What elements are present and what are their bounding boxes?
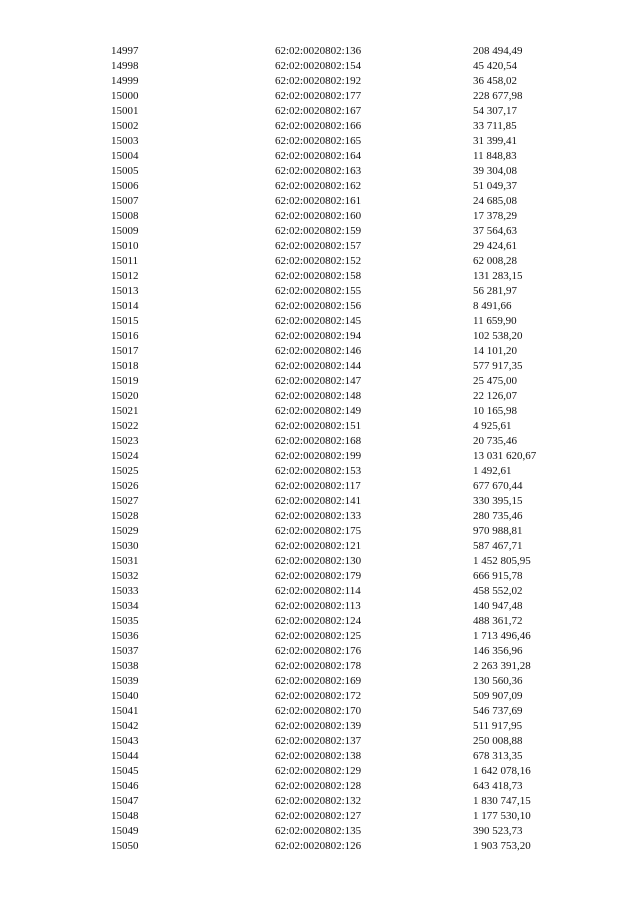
value-cell: 678 313,35 xyxy=(473,750,523,762)
row-number-cell: 15014 xyxy=(111,300,139,312)
value-cell: 1 713 496,46 xyxy=(473,630,531,642)
cadastral-number-cell: 62:02:0020802:156 xyxy=(275,300,362,312)
table-row xyxy=(0,194,640,209)
table-row xyxy=(0,644,640,659)
cadastral-number-cell: 62:02:0020802:114 xyxy=(275,585,361,597)
cadastral-number-cell: 62:02:0020802:125 xyxy=(275,630,362,642)
table-row xyxy=(0,254,640,269)
row-number-cell: 15031 xyxy=(111,555,139,567)
value-cell: 511 917,95 xyxy=(473,720,523,732)
value-cell: 102 538,20 xyxy=(473,330,523,342)
row-number-cell: 15040 xyxy=(111,690,139,702)
cadastral-number-cell: 62:02:0020802:153 xyxy=(275,465,362,477)
value-cell: 330 395,15 xyxy=(473,495,523,507)
value-cell: 20 735,46 xyxy=(473,435,517,447)
cadastral-number-cell: 62:02:0020802:139 xyxy=(275,720,362,732)
table-row xyxy=(0,689,640,704)
cadastral-number-cell: 62:02:0020802:175 xyxy=(275,525,362,537)
row-number-cell: 15024 xyxy=(111,450,139,462)
table-row xyxy=(0,674,640,689)
value-cell: 140 947,48 xyxy=(473,600,523,612)
row-number-cell: 15033 xyxy=(111,585,139,597)
value-cell: 4 925,61 xyxy=(473,420,512,432)
row-number-cell: 15004 xyxy=(111,150,139,162)
row-number-cell: 15046 xyxy=(111,780,139,792)
table-row xyxy=(0,599,640,614)
table-row xyxy=(0,59,640,74)
row-number-cell: 15018 xyxy=(111,360,139,372)
value-cell: 24 685,08 xyxy=(473,195,517,207)
value-cell: 458 552,02 xyxy=(473,585,523,597)
cadastral-number-cell: 62:02:0020802:154 xyxy=(275,60,362,72)
cadastral-number-cell: 62:02:0020802:141 xyxy=(275,495,362,507)
table-row xyxy=(0,329,640,344)
row-number-cell: 15036 xyxy=(111,630,139,642)
value-cell: 11 848,83 xyxy=(473,150,517,162)
row-number-cell: 15045 xyxy=(111,765,139,777)
table-row xyxy=(0,44,640,59)
row-number-cell: 15041 xyxy=(111,705,139,717)
value-cell: 56 281,97 xyxy=(473,285,517,297)
row-number-cell: 15029 xyxy=(111,525,139,537)
row-number-cell: 15020 xyxy=(111,390,139,402)
table-row xyxy=(0,794,640,809)
table-row xyxy=(0,149,640,164)
table-row xyxy=(0,734,640,749)
table-row xyxy=(0,524,640,539)
table-row xyxy=(0,449,640,464)
value-cell: 2 263 391,28 xyxy=(473,660,531,672)
value-cell: 33 711,85 xyxy=(473,120,517,132)
table-row xyxy=(0,839,640,854)
row-number-cell: 15000 xyxy=(111,90,139,102)
row-number-cell: 15017 xyxy=(111,345,139,357)
cadastral-number-cell: 62:02:0020802:164 xyxy=(275,150,362,162)
value-cell: 1 642 078,16 xyxy=(473,765,531,777)
value-cell: 131 283,15 xyxy=(473,270,523,282)
row-number-cell: 14998 xyxy=(111,60,139,72)
cadastral-number-cell: 62:02:0020802:199 xyxy=(275,450,362,462)
table-row xyxy=(0,494,640,509)
table-row xyxy=(0,779,640,794)
value-cell: 587 467,71 xyxy=(473,540,523,552)
row-number-cell: 15035 xyxy=(111,615,139,627)
table-row xyxy=(0,284,640,299)
row-number-cell: 15022 xyxy=(111,420,139,432)
value-cell: 280 735,46 xyxy=(473,510,523,522)
row-number-cell: 15049 xyxy=(111,825,139,837)
value-cell: 1 492,61 xyxy=(473,465,512,477)
table-row xyxy=(0,509,640,524)
table-row xyxy=(0,764,640,779)
cadastral-number-cell: 62:02:0020802:132 xyxy=(275,795,362,807)
value-cell: 36 458,02 xyxy=(473,75,517,87)
table-row xyxy=(0,104,640,119)
cadastral-number-cell: 62:02:0020802:194 xyxy=(275,330,362,342)
row-number-cell: 15032 xyxy=(111,570,139,582)
value-cell: 488 361,72 xyxy=(473,615,523,627)
table-row xyxy=(0,809,640,824)
row-number-cell: 15003 xyxy=(111,135,139,147)
cadastral-number-cell: 62:02:0020802:128 xyxy=(275,780,362,792)
table-row xyxy=(0,434,640,449)
table-row xyxy=(0,749,640,764)
value-cell: 390 523,73 xyxy=(473,825,523,837)
cadastral-number-cell: 62:02:0020802:135 xyxy=(275,825,362,837)
table-row xyxy=(0,374,640,389)
row-number-cell: 14999 xyxy=(111,75,139,87)
table-row xyxy=(0,224,640,239)
row-number-cell: 15006 xyxy=(111,180,139,192)
row-number-cell: 15002 xyxy=(111,120,139,132)
value-cell: 577 917,35 xyxy=(473,360,523,372)
row-number-cell: 15016 xyxy=(111,330,139,342)
value-cell: 17 378,29 xyxy=(473,210,517,222)
table-row xyxy=(0,179,640,194)
cadastral-number-cell: 62:02:0020802:148 xyxy=(275,390,362,402)
cadastral-number-cell: 62:02:0020802:167 xyxy=(275,105,362,117)
value-cell: 208 494,49 xyxy=(473,45,523,57)
row-number-cell: 15015 xyxy=(111,315,139,327)
table-row xyxy=(0,464,640,479)
row-number-cell: 15042 xyxy=(111,720,139,732)
row-number-cell: 15028 xyxy=(111,510,139,522)
cadastral-number-cell: 62:02:0020802:151 xyxy=(275,420,362,432)
cadastral-number-cell: 62:02:0020802:121 xyxy=(275,540,362,552)
cadastral-number-cell: 62:02:0020802:170 xyxy=(275,705,362,717)
value-cell: 228 677,98 xyxy=(473,90,523,102)
table-row xyxy=(0,119,640,134)
value-cell: 8 491,66 xyxy=(473,300,512,312)
row-number-cell: 15050 xyxy=(111,840,139,852)
row-number-cell: 15027 xyxy=(111,495,139,507)
value-cell: 22 126,07 xyxy=(473,390,517,402)
value-cell: 1 177 530,10 xyxy=(473,810,531,822)
value-cell: 39 304,08 xyxy=(473,165,517,177)
cadastral-number-cell: 62:02:0020802:157 xyxy=(275,240,362,252)
value-cell: 10 165,98 xyxy=(473,405,517,417)
cadastral-number-cell: 62:02:0020802:168 xyxy=(275,435,362,447)
value-cell: 130 560,36 xyxy=(473,675,523,687)
cadastral-number-cell: 62:02:0020802:155 xyxy=(275,285,362,297)
row-number-cell: 15019 xyxy=(111,375,139,387)
row-number-cell: 14997 xyxy=(111,45,139,57)
value-cell: 11 659,90 xyxy=(473,315,517,327)
table-row xyxy=(0,209,640,224)
row-number-cell: 15043 xyxy=(111,735,139,747)
cadastral-number-cell: 62:02:0020802:192 xyxy=(275,75,362,87)
row-number-cell: 15010 xyxy=(111,240,139,252)
table-row xyxy=(0,479,640,494)
value-cell: 62 008,28 xyxy=(473,255,517,267)
value-cell: 37 564,63 xyxy=(473,225,517,237)
table-row xyxy=(0,359,640,374)
row-number-cell: 15030 xyxy=(111,540,139,552)
cadastral-number-cell: 62:02:0020802:130 xyxy=(275,555,362,567)
value-cell: 250 008,88 xyxy=(473,735,523,747)
cadastral-number-cell: 62:02:0020802:179 xyxy=(275,570,362,582)
row-number-cell: 15044 xyxy=(111,750,139,762)
cadastral-number-cell: 62:02:0020802:162 xyxy=(275,180,362,192)
cadastral-number-cell: 62:02:0020802:159 xyxy=(275,225,362,237)
cadastral-number-cell: 62:02:0020802:124 xyxy=(275,615,362,627)
row-number-cell: 15026 xyxy=(111,480,139,492)
row-number-cell: 15012 xyxy=(111,270,139,282)
value-cell: 14 101,20 xyxy=(473,345,517,357)
value-cell: 31 399,41 xyxy=(473,135,517,147)
row-number-cell: 15009 xyxy=(111,225,139,237)
cadastral-number-cell: 62:02:0020802:176 xyxy=(275,645,362,657)
table-row xyxy=(0,74,640,89)
cadastral-number-cell: 62:02:0020802:113 xyxy=(275,600,361,612)
cadastral-number-cell: 62:02:0020802:178 xyxy=(275,660,362,672)
table-row xyxy=(0,89,640,104)
value-cell: 643 418,73 xyxy=(473,780,523,792)
cadastral-number-cell: 62:02:0020802:133 xyxy=(275,510,362,522)
row-number-cell: 15001 xyxy=(111,105,139,117)
table-row xyxy=(0,389,640,404)
cadastral-number-cell: 62:02:0020802:145 xyxy=(275,315,362,327)
value-cell: 677 670,44 xyxy=(473,480,523,492)
row-number-cell: 15034 xyxy=(111,600,139,612)
row-number-cell: 15037 xyxy=(111,645,139,657)
value-cell: 509 907,09 xyxy=(473,690,523,702)
cadastral-number-cell: 62:02:0020802:137 xyxy=(275,735,362,747)
table-row xyxy=(0,314,640,329)
value-cell: 1 903 753,20 xyxy=(473,840,531,852)
value-cell: 25 475,00 xyxy=(473,375,517,387)
table-row xyxy=(0,569,640,584)
table-row xyxy=(0,584,640,599)
table-row xyxy=(0,704,640,719)
table-row xyxy=(0,719,640,734)
table-row xyxy=(0,824,640,839)
cadastral-number-cell: 62:02:0020802:169 xyxy=(275,675,362,687)
value-cell: 666 915,78 xyxy=(473,570,523,582)
table-row xyxy=(0,539,640,554)
cadastral-number-cell: 62:02:0020802:146 xyxy=(275,345,362,357)
cadastral-number-cell: 62:02:0020802:158 xyxy=(275,270,362,282)
value-cell: 1 830 747,15 xyxy=(473,795,531,807)
value-cell: 54 307,17 xyxy=(473,105,517,117)
table-row xyxy=(0,554,640,569)
cadastral-number-cell: 62:02:0020802:149 xyxy=(275,405,362,417)
cadastral-number-cell: 62:02:0020802:152 xyxy=(275,255,362,267)
cadastral-number-cell: 62:02:0020802:129 xyxy=(275,765,362,777)
row-number-cell: 15011 xyxy=(111,255,139,267)
row-number-cell: 15025 xyxy=(111,465,139,477)
cadastral-number-cell: 62:02:0020802:147 xyxy=(275,375,362,387)
cadastral-number-cell: 62:02:0020802:138 xyxy=(275,750,362,762)
table-row xyxy=(0,299,640,314)
cadastral-number-cell: 62:02:0020802:136 xyxy=(275,45,362,57)
cadastral-number-cell: 62:02:0020802:166 xyxy=(275,120,362,132)
table-row xyxy=(0,344,640,359)
row-number-cell: 15008 xyxy=(111,210,139,222)
row-number-cell: 15038 xyxy=(111,660,139,672)
row-number-cell: 15021 xyxy=(111,405,139,417)
table-row xyxy=(0,134,640,149)
value-cell: 45 420,54 xyxy=(473,60,517,72)
value-cell: 146 356,96 xyxy=(473,645,523,657)
cadastral-number-cell: 62:02:0020802:127 xyxy=(275,810,362,822)
value-cell: 51 049,37 xyxy=(473,180,517,192)
row-number-cell: 15048 xyxy=(111,810,139,822)
table-row xyxy=(0,419,640,434)
cadastral-number-cell: 62:02:0020802:126 xyxy=(275,840,362,852)
cadastral-number-cell: 62:02:0020802:160 xyxy=(275,210,362,222)
cadastral-number-cell: 62:02:0020802:165 xyxy=(275,135,362,147)
value-cell: 970 988,81 xyxy=(473,525,523,537)
table-row xyxy=(0,239,640,254)
value-cell: 13 031 620,67 xyxy=(473,450,537,462)
table-row xyxy=(0,269,640,284)
row-number-cell: 15013 xyxy=(111,285,139,297)
row-number-cell: 15007 xyxy=(111,195,139,207)
table-row xyxy=(0,614,640,629)
table-row xyxy=(0,659,640,674)
table-row xyxy=(0,629,640,644)
value-cell: 29 424,61 xyxy=(473,240,517,252)
row-number-cell: 15039 xyxy=(111,675,139,687)
cadastral-number-cell: 62:02:0020802:144 xyxy=(275,360,362,372)
cadastral-table xyxy=(0,44,640,854)
cadastral-number-cell: 62:02:0020802:117 xyxy=(275,480,361,492)
cadastral-number-cell: 62:02:0020802:161 xyxy=(275,195,362,207)
table-row xyxy=(0,404,640,419)
value-cell: 546 737,69 xyxy=(473,705,523,717)
table-row xyxy=(0,164,640,179)
value-cell: 1 452 805,95 xyxy=(473,555,531,567)
row-number-cell: 15023 xyxy=(111,435,139,447)
cadastral-number-cell: 62:02:0020802:163 xyxy=(275,165,362,177)
cadastral-number-cell: 62:02:0020802:172 xyxy=(275,690,362,702)
cadastral-number-cell: 62:02:0020802:177 xyxy=(275,90,362,102)
row-number-cell: 15005 xyxy=(111,165,139,177)
row-number-cell: 15047 xyxy=(111,795,139,807)
